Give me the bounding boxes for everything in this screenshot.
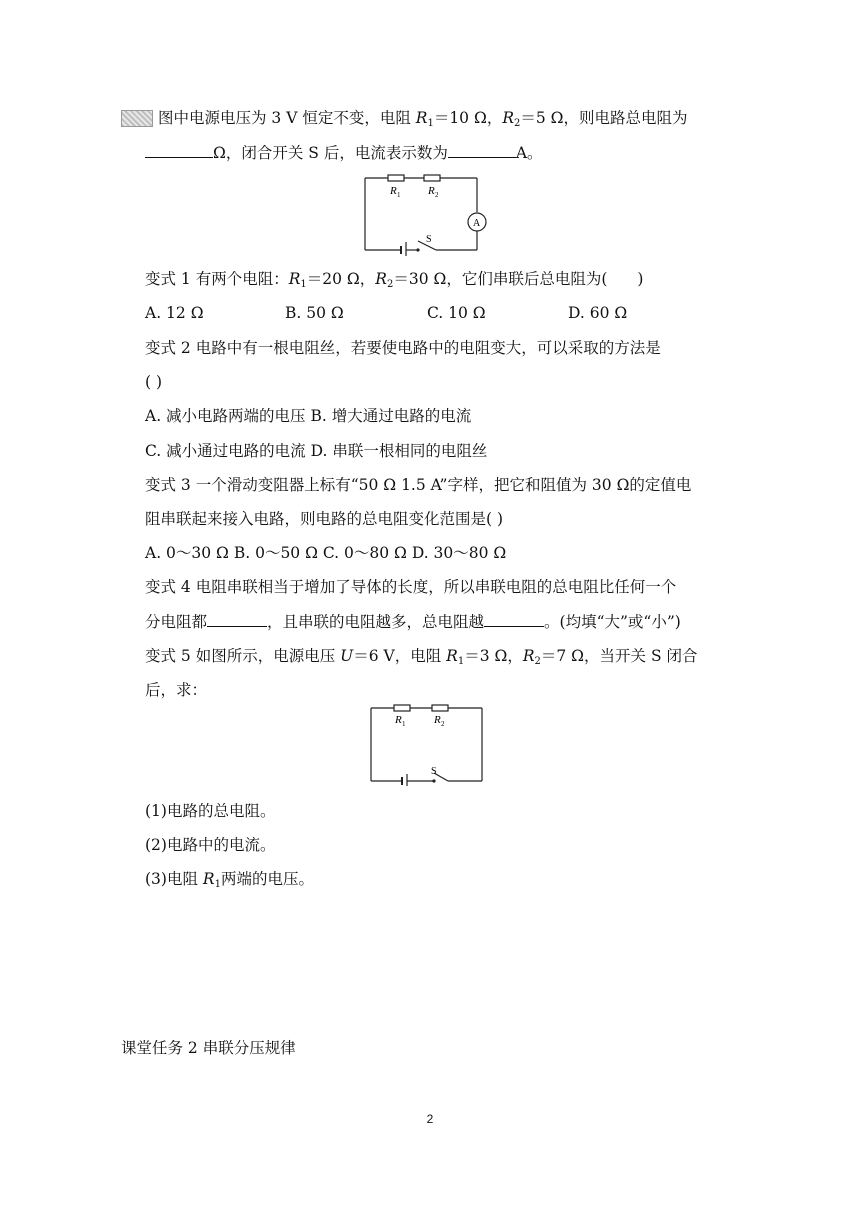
svg-text:R: R: [434, 714, 441, 726]
example-line-2: Ω，闭合开关 S 后，电流表示数为 A。: [145, 142, 543, 164]
variant-2-paren: ( ): [145, 373, 163, 391]
variant-1-question: 变式 1 有两个电阻：$R_1=20$ Ω，$R_2=30$ Ω，它们串联后总电阻为( ): [145, 270, 644, 290]
variant-1-option-b: B. 50 Ω: [285, 304, 344, 322]
variant-2-question: 变式 2 电路中有一根电阻丝，若要使电路中的电阻变大，可以采取的方法是: [145, 339, 661, 357]
resistor-r1-icon: [388, 175, 404, 181]
resistor-r2-icon: [432, 705, 448, 711]
variant-5-line-2: 后，求：: [145, 681, 208, 699]
svg-text:S: S: [431, 766, 437, 777]
variant-3-question-line-1: 变式 3 一个滑动变阻器上标有“50 Ω 1.5 A”字样，把它和阻值为 30 Ω的定值电: [145, 476, 692, 494]
svg-text:S: S: [426, 234, 432, 245]
variant-2-options-ab: A. 减小电路两端的电压 B. 增大通过电路的电流: [145, 407, 472, 425]
page-number: 2: [426, 1112, 434, 1126]
section-title: 课堂任务 2 串联分压规律: [121, 1039, 296, 1057]
circuit-diagram-2: [368, 702, 488, 786]
variant-5-line-1: 变式 5 如图所示，电源电压 U＝6 V，电阻 $R_1=3$ Ω，$R_2=7$ Ω，当开关 S 闭合: [145, 647, 698, 667]
resistor-r1-icon: [394, 705, 410, 711]
variant-2-options-cd: C. 减小通过电路的电流 D. 串联一根相同的电阻丝: [145, 442, 488, 460]
variant-3-options: A. 0～30 Ω B. 0～50 Ω C. 0～80 Ω D. 30～80 Ω: [145, 544, 507, 562]
variant-1-option-d: D. 60 Ω: [568, 304, 628, 322]
variant-1-option-a: A. 12 Ω: [145, 304, 204, 322]
svg-text:R: R: [390, 185, 397, 197]
svg-text:A: A: [473, 218, 481, 229]
svg-text:R: R: [395, 714, 402, 726]
answer-blank[interactable]: [484, 612, 544, 627]
svg-text:2: 2: [435, 191, 439, 199]
answer-blank[interactable]: [145, 143, 213, 158]
svg-text:2: 2: [441, 720, 445, 728]
variant-5-question-1: (1)电路的总电阻。: [145, 802, 276, 820]
answer-blank[interactable]: [448, 143, 516, 158]
answer-blank[interactable]: [207, 612, 267, 627]
circuit-diagram-1: [362, 174, 492, 256]
variant-3-question-line-2: 阻串联起来接入电路，则电路的总电阻变化范围是( ): [145, 510, 504, 528]
svg-text:1: 1: [397, 191, 401, 199]
example-line-1: 图中电源电压为 3 V 恒定不变，电阻 $R_1=10$ Ω，$R_2=5$ Ω，则电路总电阻为: [158, 109, 688, 129]
variant-4-line-2: 分电阻都 ，且串联的电阻越多，总电阻越 。(均填“大”或“小”): [145, 613, 681, 631]
resistor-r2-icon: [424, 175, 440, 181]
svg-text:R: R: [428, 185, 435, 197]
variant-5-question-3: (3)电阻 $R_1$两端的电压。: [145, 870, 314, 890]
variant-1-option-c: C. 10 Ω: [427, 304, 486, 322]
example-badge-icon: [121, 110, 153, 127]
variant-4-line-1: 变式 4 电阻串联相当于增加了导体的长度，所以串联电阻的总电阻比任何一个: [145, 578, 677, 596]
svg-text:1: 1: [402, 720, 406, 728]
variant-5-question-2: (2)电路中的电流。: [145, 836, 276, 854]
